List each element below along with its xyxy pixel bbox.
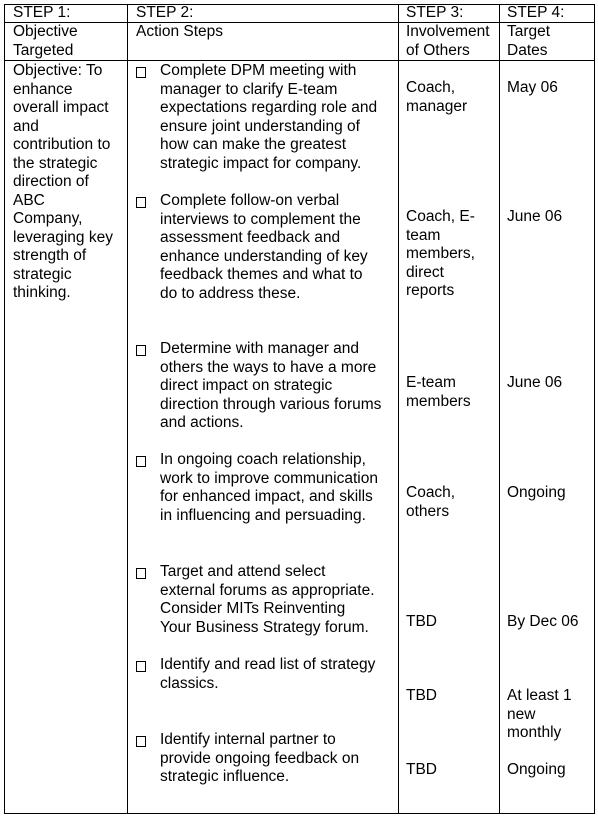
involvement-line: E-team: [406, 374, 456, 391]
objective-line: Objective: To: [13, 62, 103, 79]
objective-line: strategic: [13, 265, 72, 283]
action-line: interviews to complement the: [160, 210, 361, 228]
header-involvement-line-1: Involvement: [406, 23, 490, 40]
step-3-label: STEP 3:: [406, 4, 464, 21]
action-line: strategic influence.: [160, 768, 290, 785]
action-line: provide ongoing feedback on: [160, 749, 360, 767]
involvement-line: TBD: [406, 613, 437, 630]
involvement-line: Coach, E-: [406, 208, 475, 225]
column-divider-3: [499, 4, 500, 814]
action-line: and actions.: [160, 414, 244, 431]
action-step-5: [160, 563, 392, 637]
action-line: direct impact on strategic: [160, 377, 333, 394]
date-line: June 06: [507, 374, 563, 391]
checkbox-icon: [136, 345, 146, 356]
date-line: By Dec 06: [507, 613, 579, 630]
checkbox-icon: [136, 456, 146, 467]
date-line: Ongoing: [507, 761, 566, 778]
involvement-3: [406, 374, 471, 411]
action-line: direction through various forums: [160, 395, 382, 413]
objective-line: contribution to: [13, 136, 111, 153]
action-step-2: [160, 192, 392, 303]
involvement-line: TBD: [406, 687, 437, 704]
involvement-4: [406, 484, 455, 521]
checkbox-icon: [136, 568, 146, 579]
involvement-line: reports: [406, 282, 455, 299]
header-objective-line-1: Objective: [13, 23, 78, 40]
action-line: Complete DPM meeting with: [160, 62, 357, 79]
action-line: strategic impact for company.: [160, 154, 362, 172]
involvement-line: TBD: [406, 761, 437, 778]
involvement-line: members,: [406, 245, 475, 262]
involvement-line: others: [406, 502, 450, 520]
action-line: Target and attend select: [160, 563, 326, 580]
action-line: Complete follow-on verbal: [160, 192, 340, 209]
action-line: enhance understanding of key: [160, 247, 368, 265]
checkbox-icon: [136, 736, 146, 747]
involvement-line: members: [406, 392, 471, 410]
header-action-steps: Action Steps: [136, 23, 224, 40]
objective-line: thinking.: [13, 284, 71, 301]
action-line: Consider MITs Reinventing: [160, 600, 346, 617]
objective-line: leveraging key: [13, 228, 113, 246]
involvement-line: Coach,: [406, 79, 456, 96]
target-date-4: [507, 484, 566, 503]
action-line: Your Business Strategy forum.: [160, 618, 369, 636]
action-line: ensure joint understanding of: [160, 117, 360, 135]
objective-line: strength of: [13, 247, 87, 264]
action-line: expectations regarding role and: [160, 99, 378, 116]
involvement-1: [406, 79, 467, 116]
action-line: how can make the greatest: [160, 136, 347, 153]
involvement-line: team: [406, 226, 441, 244]
action-step-7: [160, 731, 392, 787]
header-bottom-divider: [4, 60, 595, 61]
involvement-2: [406, 208, 475, 301]
date-line: Ongoing: [507, 484, 566, 501]
checkbox-icon: [136, 197, 146, 208]
action-line: In ongoing coach relationship,: [160, 451, 366, 468]
date-line: June 06: [507, 208, 563, 225]
date-line: new: [507, 705, 536, 723]
action-line: manager to clarify E-team: [160, 80, 338, 98]
action-line: classics.: [160, 674, 219, 692]
column-divider-2: [398, 4, 399, 814]
action-line: in influencing and persuading.: [160, 506, 366, 524]
action-line: do to address these.: [160, 284, 301, 302]
action-step-1: [160, 62, 392, 173]
checkbox-icon: [136, 661, 146, 672]
date-line: monthly: [507, 724, 562, 741]
action-line: external forums as appropriate.: [160, 581, 375, 599]
involvement-5: [406, 613, 437, 632]
header-dates-line-2: Dates: [507, 41, 548, 59]
action-step-6: [160, 656, 392, 693]
target-date-2: [507, 208, 562, 227]
date-line: At least 1: [507, 687, 572, 704]
action-line: Identify and read list of strategy: [160, 656, 376, 673]
involvement-7: [406, 761, 437, 780]
objective-line: Company,: [13, 210, 83, 227]
objective-line: enhance: [13, 80, 73, 98]
target-date-1: [507, 79, 558, 98]
action-line: Identify internal partner to: [160, 731, 336, 748]
involvement-line: manager: [406, 97, 468, 115]
objective-line: overall impact: [13, 99, 109, 116]
checkbox-icon: [136, 67, 146, 78]
target-date-5: [507, 613, 579, 632]
action-step-3: [160, 340, 392, 433]
action-step-4: [160, 451, 392, 525]
action-line: feedback themes and what to: [160, 266, 363, 283]
header-dates-line-1: Target: [507, 23, 551, 40]
action-line: others the ways to have a more: [160, 358, 377, 376]
column-divider-1: [127, 4, 128, 814]
objective-line: ABC: [13, 191, 45, 209]
objective-line: and: [13, 117, 39, 135]
involvement-line: direct: [406, 263, 444, 281]
objective-cell: [13, 62, 125, 303]
target-date-6: [507, 687, 572, 743]
action-line: assessment feedback and: [160, 229, 341, 246]
date-line: May 06: [507, 79, 558, 96]
involvement-line: Coach,: [406, 484, 456, 501]
header-involvement-line-2: of Others: [406, 41, 470, 59]
target-date-7: [507, 761, 566, 780]
action-line: work to improve communication: [160, 469, 378, 487]
step-1-label: STEP 1:: [13, 4, 71, 21]
objective-line: the strategic: [13, 154, 98, 172]
header-objective-line-2: Targeted: [13, 41, 74, 59]
action-line: Determine with manager and: [160, 340, 360, 357]
step-2-label: STEP 2:: [136, 4, 194, 21]
objective-line: direction of: [13, 173, 89, 190]
target-date-3: [507, 374, 562, 393]
action-line: for enhanced impact, and skills: [160, 488, 373, 505]
involvement-6: [406, 687, 437, 706]
step-4-label: STEP 4:: [507, 4, 565, 21]
